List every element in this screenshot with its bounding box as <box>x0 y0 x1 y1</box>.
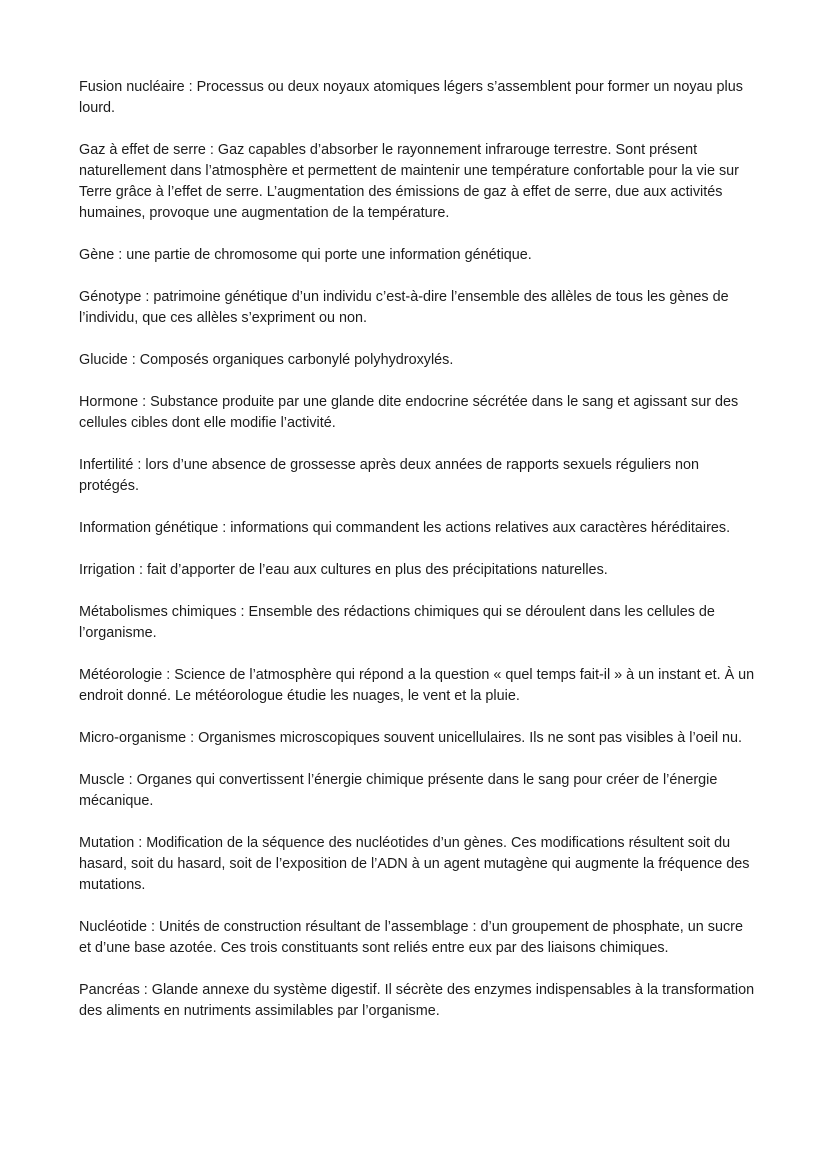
glossary-entry-gaz-effet-de-serre: Gaz à effet de serre : Gaz capables d’absorber le rayonnement infrarouge terrestre. Sont présent naturellement dans l’atmosphère et permettent de maintenir une température confortable pour la vie sur Terre grâce à l’effet de serre. L’augmentation des émissions de gaz à effet de serre, due aux activités humaines, provoque une augmentation de la température. <box>79 142 739 221</box>
glossary-entry-muscle: Muscle : Organes qui convertissent l’énergie chimique présente dans le sang pour créer de l’énergie mécanique. <box>79 772 718 809</box>
glossary-entry-irrigation: Irrigation : fait d’apporter de l’eau aux cultures en plus des précipitations naturelles. <box>79 562 608 578</box>
glossary-entry-infertilite: Infertilité : lors d’une absence de grossesse après deux années de rapports sexuels réguliers non protégés. <box>79 457 699 494</box>
glossary-entry-micro-organisme: Micro-organisme : Organismes microscopiques souvent unicellulaires. Ils ne sont pas visibles à l’oeil nu. <box>79 730 743 746</box>
glossary-entry-glucide: Glucide : Composés organiques carbonylé polyhydroxylés. <box>79 352 454 368</box>
glossary-page <box>79 77 755 1043</box>
glossary-entry-fusion-nucleaire: Fusion nucléaire : Processus ou deux noyaux atomiques légers s’assemblent pour former un noyau plus lourd. <box>79 79 743 116</box>
glossary-entry-meteorologie: Météorologie : Science de l’atmosphère qui répond a la question « quel temps fait-il » à un instant et. À un endroit donné. Le météorologue étudie les nuages, le vent et la pluie. <box>79 667 755 704</box>
glossary-entry-metabolismes-chimiques: Métabolismes chimiques : Ensemble des rédactions chimiques qui se déroulent dans les cellules de l’organisme. <box>79 604 715 641</box>
glossary-entry-mutation: Mutation : Modification de la séquence des nucléotides d’un gènes. Ces modifications résultent soit du hasard, soit du hasard, soit de l’exposition de l’ADN à un agent mutagène qui augmente la fréquence des mutations. <box>79 835 750 893</box>
glossary-entry-gene: Gène : une partie de chromosome qui porte une information génétique. <box>79 247 532 263</box>
glossary-entry-genotype: Génotype : patrimoine génétique d’un individu c’est-à-dire l’ensemble des allèles de tous les gènes de l’individu, que ces allèles s’expriment ou non. <box>79 289 729 326</box>
glossary-entry-information-genetique: Information génétique : informations qui commandent les actions relatives aux caractères héréditaires. <box>79 520 731 536</box>
glossary-entry-hormone: Hormone : Substance produite par une glande dite endocrine sécrétée dans le sang et agissant sur des cellules cibles dont elle modifie l’activité. <box>79 394 739 431</box>
glossary-entry-nucleotide: Nucléotide : Unités de construction résultant de l’assemblage : d’un groupement de phosphate, un sucre et d’une base azotée. Ces trois constituants sont reliés entre eux par des liaisons chimiques. <box>79 919 743 956</box>
glossary-entry-pancreas: Pancréas : Glande annexe du système digestif. Il sécrète des enzymes indispensables à la transformation des aliments en nutriments assimilables par l’organisme. <box>79 982 755 1019</box>
